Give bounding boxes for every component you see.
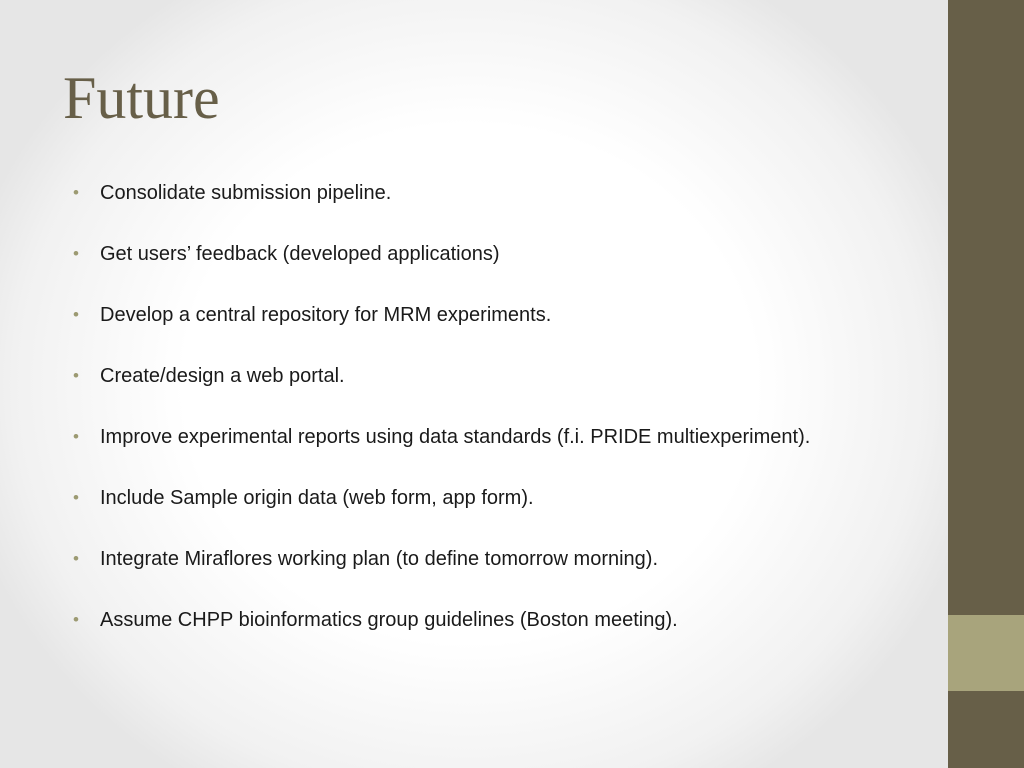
bullet-text: Consolidate submission pipeline. (100, 182, 392, 204)
bullet-text: Get users’ feedback (developed applications) (100, 243, 500, 265)
bullet-item (73, 363, 893, 389)
bullet-text: Develop a central repository for MRM experiments. (100, 304, 552, 326)
bullet-icon: • (73, 305, 79, 324)
bullet-icon: • (73, 488, 79, 507)
bullet-icon: • (73, 549, 79, 568)
bullet-text: Assume CHPP bioinformatics group guidelines (Boston meeting). (100, 609, 678, 631)
slide-title: Future (63, 65, 220, 131)
bullet-icon: • (73, 610, 79, 629)
bullet-item (73, 607, 893, 633)
bullet-icon: • (73, 183, 79, 202)
bullet-item (73, 485, 893, 511)
bullet-list (73, 180, 893, 668)
bullet-icon: • (73, 244, 79, 263)
bullet-item (73, 180, 893, 206)
bullet-icon: • (73, 427, 79, 446)
bullet-text: Integrate Miraflores working plan (to define tomorrow morning). (100, 548, 659, 570)
bullet-text: Improve experimental reports using data standards (f.i. PRIDE multiexperiment). (100, 426, 811, 448)
bullet-text: Create/design a web portal. (100, 365, 345, 387)
bullet-icon: • (73, 366, 79, 385)
side-accent-block (948, 615, 1024, 691)
bullet-item (73, 302, 893, 328)
bullet-item (73, 546, 893, 572)
bullet-text: Include Sample origin data (web form, app form). (100, 487, 534, 509)
bullet-item (73, 424, 893, 450)
bullet-item (73, 241, 893, 267)
